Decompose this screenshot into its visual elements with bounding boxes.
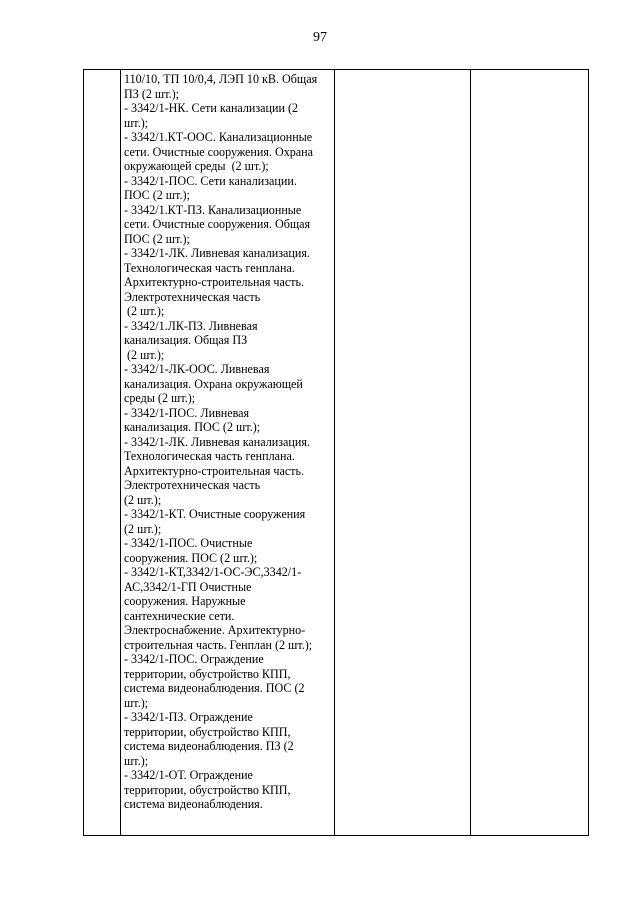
description-line: сети. Очистные сооружения. Охрана xyxy=(124,144,314,159)
description-line: - 3342/1.КТ-ООС. Канализационные xyxy=(124,130,313,144)
description-line: строительная часть. Генплан (2 шт.); xyxy=(124,637,313,652)
description-line: - 3342/1-КТ. Очистные сооружения xyxy=(124,507,306,521)
description-line: система видеонаблюдения. ПЗ (2 xyxy=(124,739,294,753)
description-line: ПОС (2 шт.); xyxy=(124,188,190,202)
description-line: система видеонаблюдения. xyxy=(124,797,263,811)
description-line: канализация. Общая ПЗ xyxy=(124,333,248,347)
description-line: ПЗ (2 шт.); xyxy=(124,86,180,101)
description-line: среды (2 шт.); xyxy=(124,391,196,405)
description-line: - 3342/1-НК. Сети канализации (2 xyxy=(124,101,299,115)
description-line: - 3342/1-ПОС. Сети канализации. xyxy=(124,173,297,188)
description-line: - 3342/1-ПОС. Ограждение xyxy=(124,652,264,666)
description-line: окружающей среды (2 шт.); xyxy=(124,159,269,173)
description-text xyxy=(121,70,334,812)
description-line: АС,3342/1-ГП Очистные xyxy=(124,579,252,594)
description-line: канализация. Охрана окружающей xyxy=(124,376,303,391)
document-table xyxy=(83,69,589,836)
description-line: Электротехническая часть xyxy=(124,478,261,492)
description-line: Архитектурно-строительная часть. xyxy=(124,275,305,289)
description-line: - 3342/1-ЛК-ООС. Ливневая xyxy=(124,362,270,376)
description-line: ПОС (2 шт.); xyxy=(124,231,190,246)
description-line: Электротехническая часть xyxy=(124,289,261,304)
description-line: - 3342/1-ЛК. Ливневая канализация. xyxy=(124,434,310,449)
description-line: - 3342/1.КТ-ПЗ. Канализационные xyxy=(124,202,302,217)
description-line: шт.); xyxy=(124,753,149,768)
description-line: Электроснабжение. Архитектурно- xyxy=(124,623,306,637)
empty-cell-third xyxy=(335,70,471,836)
description-line: (2 шт.); xyxy=(124,347,165,362)
description-line: Технологическая часть генплана. xyxy=(124,260,295,275)
description-line: 110/10, ТП 10/0,4, ЛЭП 10 кВ. Общая xyxy=(124,72,318,86)
description-line: - 3342/1-ЛК. Ливневая канализация. xyxy=(124,246,310,260)
description-line: шт.); xyxy=(124,695,149,710)
description-line: сооружения. Наружные xyxy=(124,594,246,608)
description-line: сантехнические сети. xyxy=(124,608,235,623)
description-line: Технологическая часть генплана. xyxy=(124,449,295,463)
description-line: - 3342/1-ПОС. Очистные xyxy=(124,536,253,550)
description-line: Архитектурно-строительная часть. xyxy=(124,463,305,478)
description-line: территории, обустройство КПП, xyxy=(124,666,291,681)
description-line: - 3342/1-ПЗ. Ограждение xyxy=(124,710,253,724)
description-line: - 3342/1-ПОС. Ливневая xyxy=(124,405,250,420)
description-line: (2 шт.); xyxy=(124,492,162,507)
description-line: система видеонаблюдения. ПОС (2 xyxy=(124,681,305,695)
description-line: территории, обустройство КПП, xyxy=(124,724,291,739)
description-line: - 3342/1-КТ,3342/1-ОС-ЭС,3342/1- xyxy=(124,565,302,579)
description-line: территории, обустройство КПП, xyxy=(124,782,291,797)
empty-cell-fourth xyxy=(471,70,589,836)
description-line: шт.); xyxy=(124,115,149,130)
description-line: (2 шт.); xyxy=(124,304,165,318)
empty-cell-index xyxy=(84,70,121,836)
page-number: 97 xyxy=(313,30,327,45)
description-line: (2 шт.); xyxy=(124,521,162,536)
description-line: - 3342/1-ОТ. Ограждение xyxy=(124,768,253,782)
description-line: сооружения. ПОС (2 шт.); xyxy=(124,550,258,565)
table-row xyxy=(84,70,589,836)
description-line: канализация. ПОС (2 шт.); xyxy=(124,420,261,434)
description-line: сети. Очистные сооружения. Общая xyxy=(124,217,311,231)
description-cell xyxy=(121,70,335,836)
description-line: - 3342/1.ЛК-ПЗ. Ливневая xyxy=(124,318,258,333)
